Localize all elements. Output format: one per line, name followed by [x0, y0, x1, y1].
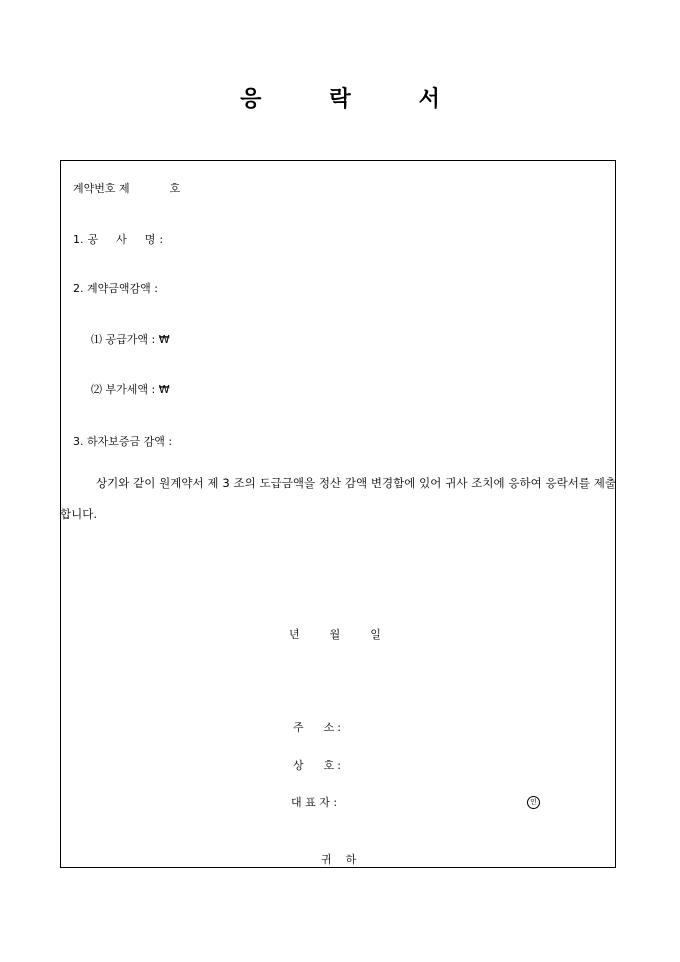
- label-char: 하: [345, 853, 357, 866]
- contract-number-suffix: 호: [169, 182, 181, 195]
- date-day: 일: [370, 628, 381, 641]
- label-char: 호: [323, 759, 335, 772]
- addressee-line: [321, 851, 356, 867]
- representative-line: [291, 794, 337, 810]
- label-colon: :: [337, 721, 341, 734]
- label-char: 상: [293, 759, 304, 772]
- label-colon: :: [159, 233, 164, 246]
- item-number: 1.: [73, 233, 84, 246]
- body-paragraph: 상기와 같이 원계약서 제 3 조의 도급금액을 정산 감액 변경함에 있어 귀사 조치에 응하여 응락서를 제출합니다.: [60, 476, 616, 521]
- title-char-2: 락: [329, 86, 351, 112]
- contract-number-label: 계약번호 제: [73, 182, 130, 195]
- label-char: 귀: [321, 853, 332, 866]
- representative-label: 대 표 자 :: [291, 796, 338, 809]
- contract-number-line: [73, 180, 180, 196]
- title-char-3: 서: [418, 86, 440, 112]
- document-title: [0, 82, 680, 113]
- item-vat: ⑵ 부가세액 : ₩: [91, 383, 170, 396]
- date-month: 월: [329, 628, 341, 641]
- label-char: 사: [116, 233, 127, 246]
- item-contract-reduction: 2. 계약금액감액 :: [73, 282, 158, 295]
- seal-mark: [527, 794, 540, 809]
- title-char-1: 응: [240, 86, 262, 112]
- seal-icon: 인: [527, 796, 540, 809]
- address-line: [293, 719, 341, 735]
- item-project-name: [73, 231, 163, 247]
- form-box: [60, 160, 616, 868]
- company-line: [293, 757, 341, 773]
- label-char: 명: [144, 233, 156, 246]
- date-line: [289, 626, 381, 642]
- item-supply-value: ⑴ 공급가액 : ₩: [91, 333, 170, 346]
- label-char: 주: [293, 721, 304, 734]
- label-char: 소: [323, 721, 335, 734]
- date-year: 년: [289, 628, 300, 641]
- item-warranty-reduction: 3. 하자보증금 감액 :: [73, 435, 173, 448]
- label-char: 공: [87, 233, 99, 246]
- label-colon: :: [337, 759, 341, 772]
